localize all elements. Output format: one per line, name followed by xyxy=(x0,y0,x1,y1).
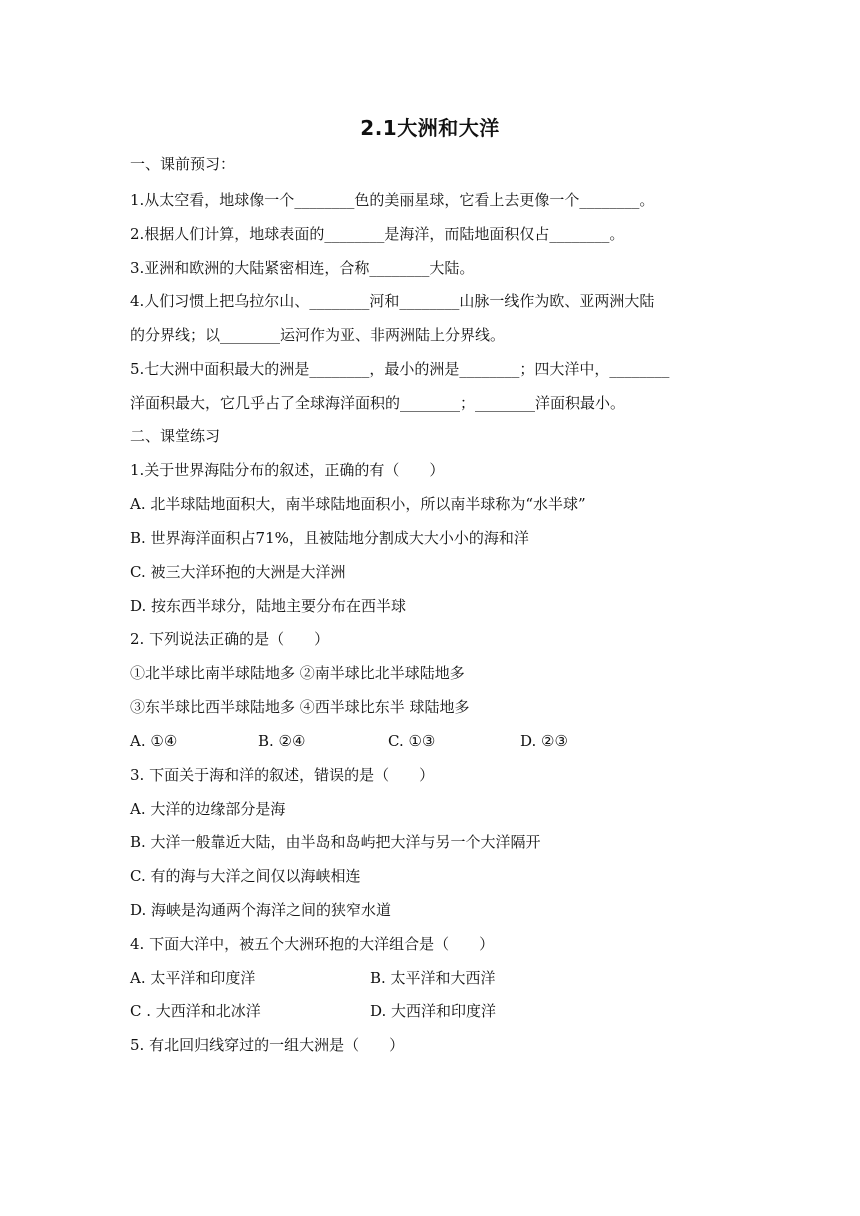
question-1-option-d: D. 按东西半球分，陆地主要分布在西半球 xyxy=(130,597,407,615)
question-1-option-c: C. 被三大洋环抱的大洲是大洋洲 xyxy=(130,563,346,581)
preview-question-1: 1.从太空看，地球像一个________色的美丽星球，它看上去更像一个________。 xyxy=(130,191,655,209)
question-2-stem: 2. 下列说法正确的是（ ） xyxy=(130,630,330,648)
question-3-option-a: A. 大洋的边缘部分是海 xyxy=(130,800,286,818)
question-1-option-b: B. 世界海洋面积占71%，且被陆地分割成大大小小的海和洋 xyxy=(130,529,529,547)
question-4-option-d: D. 大西洋和印度洋 xyxy=(370,1002,497,1020)
question-4-stem: 4. 下面大洋中，被五个大洲环抱的大洋组合是（ ） xyxy=(130,935,495,953)
section1-heading: 一、课前预习： xyxy=(130,155,236,173)
question-2-option-b: B. ②④ xyxy=(258,732,306,750)
question-3-option-b: B. 大洋一般靠近大陆，由半岛和岛屿把大洋与另一个大洋隔开 xyxy=(130,833,541,851)
question-2-statement-2: ③东半球比西半球陆地多 ④西半球比东半 球陆地多 xyxy=(130,698,470,716)
question-4-option-b: B. 太平洋和大西洋 xyxy=(370,969,496,987)
preview-question-5-line2: 洋面积最大，它几乎占了全球海洋面积的________；________洋面积最小。 xyxy=(130,394,626,412)
question-2-option-a: A. ①④ xyxy=(130,732,178,750)
question-3-option-d: D. 海峡是沟通两个海洋之间的狭窄水道 xyxy=(130,901,392,919)
question-4-option-a: A. 太平洋和印度洋 xyxy=(130,969,256,987)
preview-question-4-line2: 的分界线；以________运河作为亚、非两洲陆上分界线。 xyxy=(130,326,506,344)
page-title: 2.1大洲和大洋 xyxy=(360,116,500,140)
question-2-option-d: D. ②③ xyxy=(520,732,568,750)
question-3-stem: 3. 下面关于海和洋的叙述，错误的是（ ） xyxy=(130,766,435,784)
section2-heading: 二、课堂练习 xyxy=(130,427,221,445)
question-2-statement-1: ①北半球比南半球陆地多 ②南半球比北半球陆地多 xyxy=(130,664,465,682)
preview-question-2: 2.根据人们计算，地球表面的________是海洋，而陆地面积仅占________。 xyxy=(130,225,625,243)
question-4-option-c: C . 大西洋和北冰洋 xyxy=(130,1002,261,1020)
preview-question-4-line1: 4.人们习惯上把乌拉尔山、________河和________山脉一线作为欧、亚两洲大陆 xyxy=(130,292,655,310)
question-2-option-c: C. ①③ xyxy=(388,732,436,750)
preview-question-5-line1: 5.七大洲中面积最大的洲是________，最小的洲是________；四大洋中，________ xyxy=(130,360,670,378)
question-3-option-c: C. 有的海与大洋之间仅以海峡相连 xyxy=(130,867,361,885)
question-1-stem: 1.关于世界海陆分布的叙述，正确的有（ ） xyxy=(130,461,445,479)
preview-question-3: 3.亚洲和欧洲的大陆紧密相连，合称________大陆。 xyxy=(130,259,475,277)
question-1-option-a: A. 北半球陆地面积大，南半球陆地面积小，所以南半球称为“水半球” xyxy=(130,495,586,513)
question-5-stem: 5. 有北回归线穿过的一组大洲是（ ） xyxy=(130,1036,405,1054)
